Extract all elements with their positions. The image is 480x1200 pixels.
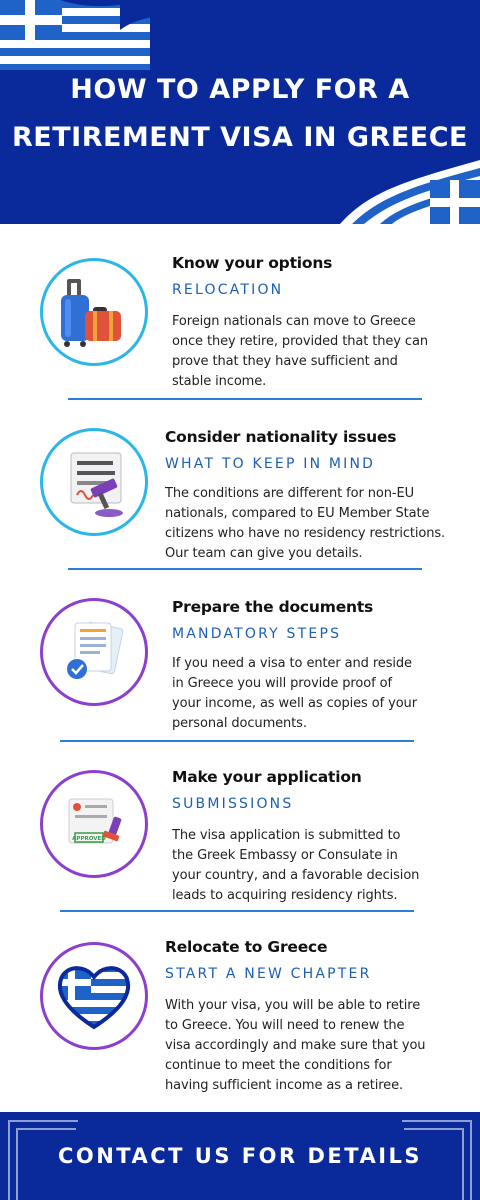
step-description	[172, 312, 428, 392]
step-icon-circle	[40, 598, 148, 706]
luggage-icon	[53, 271, 135, 353]
step-subheading: MANDATORY STEPS	[172, 626, 342, 642]
step-know-options	[0, 252, 480, 402]
title-line-1: HOW TO APPLY FOR A	[70, 74, 410, 105]
text-line: prove that they have sufficient and	[172, 354, 398, 369]
text-line: once they retire, provided that they can	[172, 334, 428, 349]
step-documents	[0, 594, 480, 744]
text-line: to Greece. You will need to renew the	[165, 1018, 405, 1033]
step-application	[0, 764, 480, 914]
text-line: With your visa, you will be able to retire	[165, 998, 421, 1013]
approved-label: APPROVED	[72, 836, 106, 842]
step-subheading: WHAT TO KEEP IN MIND	[165, 456, 376, 472]
page-title	[0, 66, 480, 162]
divider	[60, 740, 414, 742]
divider	[68, 398, 422, 400]
step-heading: Prepare the documents	[172, 598, 374, 616]
text-line: having sufficient income as a retiree.	[165, 1078, 404, 1093]
step-icon-circle	[40, 770, 148, 878]
contact-footer	[0, 1112, 480, 1200]
approved-stamp-icon	[53, 783, 135, 865]
step-relocate	[0, 934, 480, 1104]
contact-cta[interactable]: CONTACT US FOR DETAILS	[57, 1144, 423, 1168]
text-line: Foreign nationals can move to Greece	[172, 314, 416, 329]
step-subheading: START A NEW CHAPTER	[165, 966, 372, 982]
text-line: continue to meet the conditions for	[165, 1058, 392, 1073]
step-nationality	[0, 424, 480, 574]
text-line: citizens who have no residency restrictions.	[165, 526, 446, 541]
wave-decoration	[120, 0, 240, 30]
text-line: The visa application is submitted to	[172, 828, 401, 843]
step-description	[172, 826, 419, 906]
divider	[68, 568, 422, 570]
text-line: your country, and a favorable decision	[172, 868, 420, 883]
documents-check-icon	[53, 611, 135, 693]
text-line: in Greece you will provide proof of	[172, 676, 392, 691]
step-icon-circle	[40, 428, 148, 536]
text-line: personal documents.	[172, 716, 307, 731]
text-line: visa accordingly and make sure that you	[165, 1038, 426, 1053]
step-description	[172, 654, 417, 734]
divider	[60, 910, 414, 912]
step-icon-circle	[40, 258, 148, 366]
step-heading: Relocate to Greece	[165, 938, 328, 956]
gavel-document-icon	[53, 441, 135, 523]
text-line: The conditions are different for non-EU	[165, 486, 414, 501]
text-line: the Greek Embassy or Consulate in	[172, 848, 398, 863]
text-line: Our team can give you details.	[165, 546, 363, 561]
header-banner	[0, 0, 480, 224]
steps-section	[0, 224, 480, 1112]
text-line: your income, as well as copies of your	[172, 696, 417, 711]
step-subheading: SUBMISSIONS	[172, 796, 294, 812]
step-heading: Make your application	[172, 768, 362, 786]
text-line: stable income.	[172, 374, 267, 389]
greece-heart-icon	[53, 955, 135, 1037]
step-description	[165, 996, 425, 1096]
step-icon-circle	[40, 942, 148, 1050]
step-heading: Consider nationality issues	[165, 428, 397, 446]
text-line: nationals, compared to EU Member State	[165, 506, 430, 521]
text-line: If you need a visa to enter and reside	[172, 656, 412, 671]
step-subheading: RELOCATION	[172, 282, 284, 298]
text-line: leads to acquiring residency rights.	[172, 888, 398, 903]
step-heading: Know your options	[172, 254, 333, 272]
step-description	[165, 484, 445, 564]
title-line-2: RETIREMENT VISA IN GREECE	[12, 122, 468, 153]
